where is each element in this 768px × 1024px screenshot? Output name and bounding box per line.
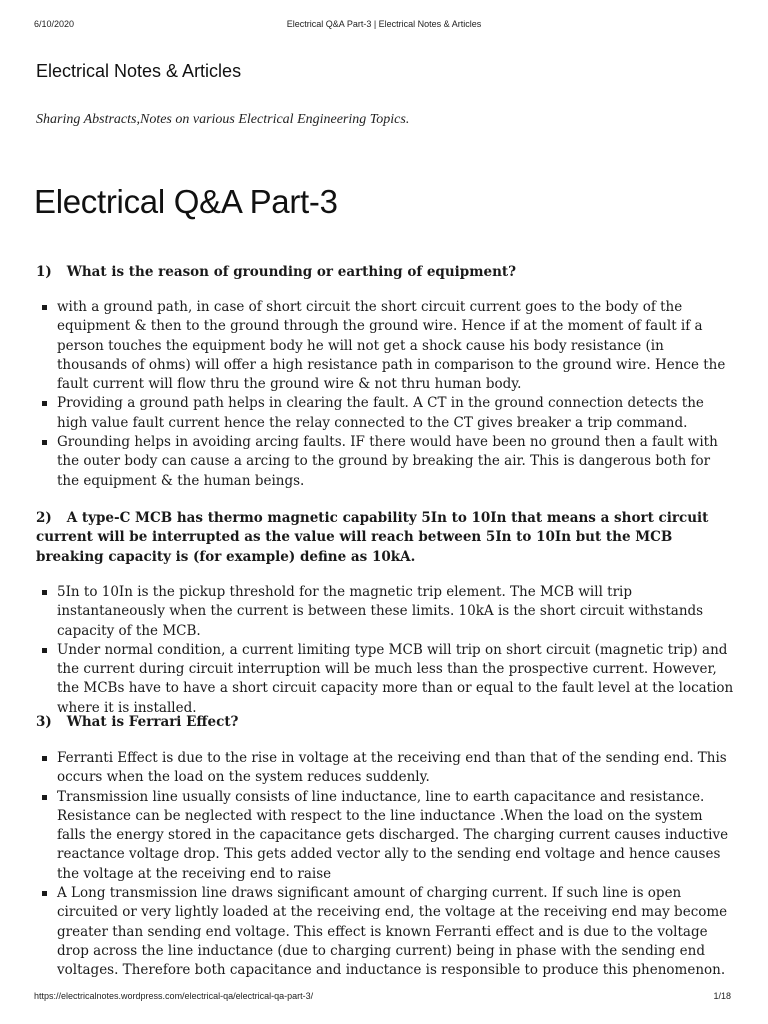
bullet-icon [42, 440, 47, 445]
answer-list-3 [0, 749, 768, 981]
list-item [0, 433, 768, 491]
answer-list-2 [0, 583, 768, 718]
post-title: Electrical Q&A Part-3 [34, 183, 338, 220]
bullet-icon [42, 795, 47, 800]
answer-text: Grounding helps in avoiding arcing faults. IF there would have been no ground then a fault with the outer body can cause a arcing to the ground by breaking the air. This is dangerous both for the equipment & the human beings. [57, 434, 718, 489]
print-page-counter: 1/18 [713, 991, 731, 1001]
question-2 [36, 509, 736, 567]
answer-text: A Long transmission line draws significant amount of charging current. If such line is open circuited or very lightly loaded at the receiving end, the voltage at the receiving end may become greater than sending end voltage. This effect is known Ferranti effect and is due to the voltage drop across the line inductance (due to charging current) being in phase with the sending end voltages. Therefore both capacitance and inductance is responsible to produce this phenomenon. [57, 885, 728, 979]
answer-text: Under normal condition, a current limiting type MCB will trip on short circuit (magnetic trip) and the current during circuit interruption will be much less than the prospective current. However, the MCBs have to have a short circuit capacity more than or equal to the fault level at the location where it is installed. [57, 641, 734, 716]
bullet-icon [42, 756, 47, 761]
print-footer [0, 991, 768, 1003]
bullet-icon [42, 305, 47, 310]
bullet-icon [42, 891, 47, 896]
print-url: https://electricalnotes.wordpress.com/electrical-qa/electrical-qa-part-3/ [34, 991, 314, 1001]
list-item [0, 583, 768, 641]
question-1 [36, 263, 736, 282]
question-number: 3) [36, 714, 52, 730]
list-item [0, 884, 768, 980]
question-text: What is Ferrari Effect? [66, 714, 239, 730]
print-date: 6/10/2020 [34, 19, 75, 29]
print-header [0, 19, 768, 31]
answer-text: Ferranti Effect is due to the rise in voltage at the receiving end than that of the sending end. This occurs when the load on the system reduces suddenly. [57, 750, 727, 786]
question-text: A type-C MCB has thermo magnetic capability 5In to 10In that means a short circuit current will be interrupted as the value will reach between 5In to 10In but the MCB breaking capacity is (for example) define as 10kA. [36, 510, 709, 565]
site-tagline: Sharing Abstracts,Notes on various Electrical Engineering Topics. [36, 112, 410, 127]
question-text: What is the reason of grounding or earthing of equipment? [66, 264, 517, 280]
site-title-link[interactable]: Electrical Notes & Articles [36, 61, 242, 81]
answer-text: 5In to 10In is the pickup threshold for the magnetic trip element. The MCB will trip instantaneously when the current is between these limits. 10kA is the short circuit withstands capacity of the MCB. [57, 584, 704, 639]
answer-text: Transmission line usually consists of line inductance, line to earth capacitance and resistance. Resistance can be neglected with respect to the line inductance .When the load on the system falls the energy stored in the capacitance gets discharged. The charging current causes inductive reactance voltage drop. This gets added vector ally to the sending end voltage and hence causes the voltage at the receiving end to raise [57, 788, 729, 882]
question-3 [36, 713, 736, 732]
list-item [0, 394, 768, 433]
print-page-title: Electrical Q&A Part-3 | Electrical Notes & Articles [286, 19, 482, 29]
question-number: 1) [36, 264, 52, 280]
answer-text: Providing a ground path helps in clearing the fault. A CT in the ground connection detects the high value fault current hence the relay connected to the CT gives breaker a trip command. [57, 395, 704, 431]
bullet-icon [42, 590, 47, 595]
list-item [0, 298, 768, 394]
list-item [0, 788, 768, 884]
bullet-icon [42, 648, 47, 653]
list-item [0, 641, 768, 718]
list-item [0, 749, 768, 788]
bullet-icon [42, 401, 47, 406]
answer-list-1 [0, 298, 768, 491]
question-number: 2) [36, 510, 52, 526]
answer-text: with a ground path, in case of short circuit the short circuit current goes to the body of the equipment & then to the ground through the ground wire. Hence if at the moment of fault if a person touches the equipment body he will not get a shock cause his body resistance (in thousands of ohms) will offer a high resistance path in comparison to the ground wire. Hence the fault current will flow thru the ground wire & not thru human body. [57, 299, 726, 393]
